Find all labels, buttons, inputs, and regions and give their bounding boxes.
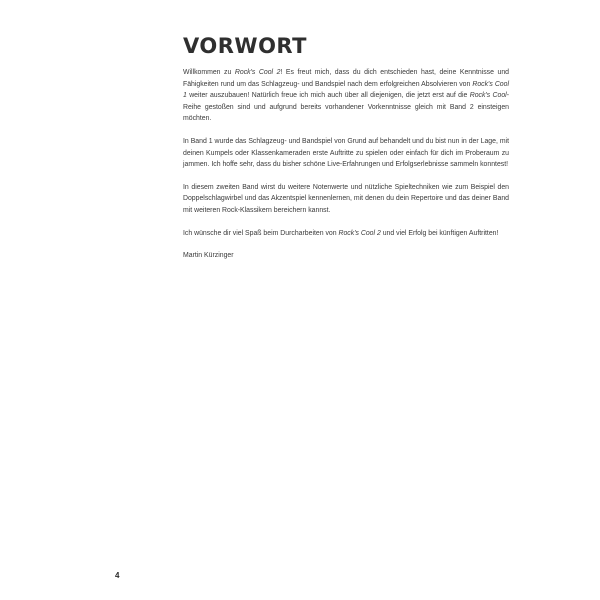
italic-title: Rock's Cool 2 (338, 229, 381, 237)
italic-title: Rock's Cool (469, 92, 507, 100)
italic-title: Rock's Cool 1 (183, 80, 509, 100)
paragraph-2: In Band 1 wurde das Schlagzeug- und Bandspiel von Grund auf behandelt und du bist nun in der Lage, mit deinen Kumpels oder Klassenkameraden erste Auftritte zu spielen oder einfach für dich im Proberaum zu jammen. Ich hoffe sehr, dass du bisher schöne Live-Erfahrungen und Erfolgserlebnisse sammeln konntest! (183, 137, 509, 169)
paragraph-1: Willkommen zu Rock's Cool 2! Es freut mich, dass du dich entschieden hast, deine Kenntnisse und Fähigkeiten rund um das Schlagzeug- und Bandspiel nach dem erfolgreichen Absolvieren von Rock's Cool 1 weiter auszubauen! Natürlich freue ich mich auch über all diejenigen, die jetzt erst auf die Rock's Cool-Reihe gestoßen sind und aufgrund bereits vorhandener Vorkenntnisse gleich mit Band 2 einsteigen möchten. (183, 69, 510, 123)
paragraph-3: In diesem zweiten Band wirst du weitere Notenwerte und nützliche Spieltechniken wie zum Beispiel den Doppelschlagwirbel und das Akzentspiel kennenlernen, mit denen du dein Repertoire und das deiner Band mit weiteren Rock-Klassikern bereichern kannst. (183, 183, 509, 214)
body-text (183, 67, 509, 262)
page-number: 4 (115, 571, 120, 580)
italic-title: Rock's Cool 2 (234, 69, 281, 76)
signature: Martin Kürzinger (183, 252, 234, 260)
paragraph-4: Ich wünsche dir viel Spaß beim Durcharbeiten von Rock's Cool 2 und viel Erfolg bei künftigen Auftritten! (183, 229, 499, 237)
page-title: VORWORT (183, 34, 307, 58)
